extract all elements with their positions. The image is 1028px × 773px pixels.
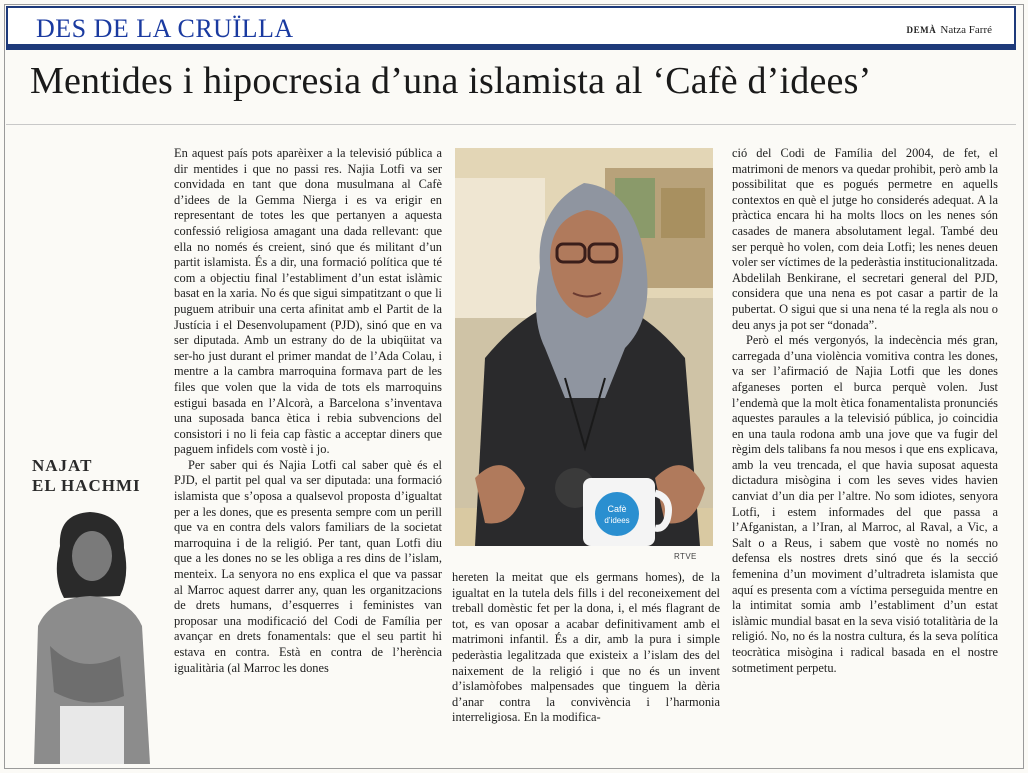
next-columnist <box>906 24 992 36</box>
mug-text-line1: Cafè <box>607 504 627 514</box>
author-portrait-illustration <box>20 506 158 764</box>
paragraph: Però el més vergonyós, la indecència més gran, carregada d’una violència vomitiva contra les dones, va ser l’afirmació de Najia Lotfi que les dones afganeses porten el burca perquè volen. Just l’endemà que la molt ètica fonamentalista pronunciés aquestes paraules a la televisió pública, jo coincidia en una taula rodona amb una jove que va fugir del règim dels talibans fa nou mesos i que ens explicava, amb la veu trencada, el que havia suposat aquesta dictadura misògina i com les seves vides havien canviat d’un dia per l’altre. No som idiotes, senyora Lotfi, i estem informades del que passa a l’Afganistan, a l’Iran, al Marroc, al Raval, a Vic, a Salt o a Reus, i sabem que vostè no només no defensa els nostres drets sinó que és la secció femenina d’un moviment d’ultradreta islamista que aquí es presenta com a víctima perseguida mentre en la intimitat somia amb l’establiment d’un estat islàmic mundial basat en la seva visió totalitària de la religió. No, no és la nostra cultura, és la seva política teocràtica misògina i radical basada en el nostre sotmetiment perpetu. <box>732 333 998 675</box>
article-photo <box>455 148 713 546</box>
interviewee-photo-illustration <box>455 148 713 546</box>
paragraph: En aquest país pots aparèixer a la televisió pública a dir mentides i que no passi res. Najia Lotfi va ser convidada en tant que dona musulmana al Cafè d’idees de la Gemma Nierga i es va erigir en representant de totes les que pertanyen a aquesta confessió religiosa amagant una dada rellevant: que ella no només és creient, sinó que és militant d’un partit islamista. És a dir, una formació política que té com a objectiu final l’establiment d’un estat islàmic basat en la xaria. No és que sigui simpatitzant o que li puguem atribuir una certa afinitat amb el Partit de la Justícia i el Desenvolupament (PJD), sinó que en va ser diputada. Amb un estrany do de la ubiqüitat va ser-ho just durant el primer mandat de l’Ada Colau, i mentre a la cambra marroquina formava part de les files que volen que la vida de tots els marroquins estigui basada en l’Alcorà, a Barcelona s’inventava una suposada banca ètica i rebia subvencions del consistori i no li feia cap fàstic a acceptar diners que paguem infidels com vostè i jo. <box>174 146 442 457</box>
author-name <box>32 456 141 496</box>
paragraph: Per saber qui és Najia Lotfi cal saber què és el PJD, el partit pel qual va ser diputada: una formació islamista que s’oposa a qualsevol proposta d’igualtat per a les dones, que es presenta sempre com un perill que va en contra dels valors familiars de la societat marroquina i de la religió. Per tant, quan Lotfi diu que a les dones no se les obliga a res dins de l’islam, menteix. La senyora no ens explica el que va passar al Marroc aquest darrer any, quan les organitzacions de drets humans, d’esquerres i feministes van proposar una modificació del Codi de Família per avançar en drets fonamentals: que el seu partit hi estava en contra. Està en contra de l’herència igualitària (al Marroc les dones <box>174 457 442 675</box>
next-label: DEMÀ <box>906 25 937 35</box>
next-author: Natza Farré <box>940 24 992 36</box>
section-title: DES DE LA CRUÏLLA <box>36 14 294 43</box>
mug-text-line2: d’idees <box>604 516 630 525</box>
author-portrait <box>20 506 158 764</box>
author-first-name: NAJAT <box>32 456 93 475</box>
photo-credit: RTVE <box>674 552 697 561</box>
paragraph: ció del Codi de Família del 2004, de fet, el matrimoni de menors va quedar prohibit, però amb la possibilitat que es pogués permetre en aquells contextos en què el jutge ho considerés adequat. A la pràctica encara hi ha molts llocs on les nenes són casades de manera absolutament legal. També deu ser perquè ho volen, com deia Lotfi; les nenes deuen voler ser víctimes de la pederàstia institucionalitzada. Abdelilah Benkirane, el secretari general del PJD, considera que una nena es pot casar a partir de la pubertat. O sigui que si una nena té la regla als nou o deu anys ja pot ser “donada”. <box>732 146 998 332</box>
article-headline: Mentides i hipocresia d’una islamista al ‘Cafè d’idees’ <box>30 60 872 102</box>
body-column-3 <box>732 146 998 676</box>
body-column-2 <box>452 570 720 726</box>
section-header-bar <box>6 6 1016 50</box>
divider <box>6 124 1016 125</box>
author-last-name: EL HACHMI <box>32 476 141 495</box>
body-column-1 <box>174 146 442 676</box>
paragraph: hereten la meitat que els germans homes), de la igualtat en la tutela dels fills i del reconeixement del treball domèstic fet per la dona, i, el més flagrant de tot, es van oposar a acabar definitivament amb el matrimoni infantil. És a dir, amb la pura i simple pederàstia legalitzada que existeix a l’islam des del naixement de la religió i que no és un invent d’islamòfobes malpensades que tinguem la dèria d’anar contra la convivència i l’harmonia interreligiosa. En la modifica- <box>452 570 720 725</box>
